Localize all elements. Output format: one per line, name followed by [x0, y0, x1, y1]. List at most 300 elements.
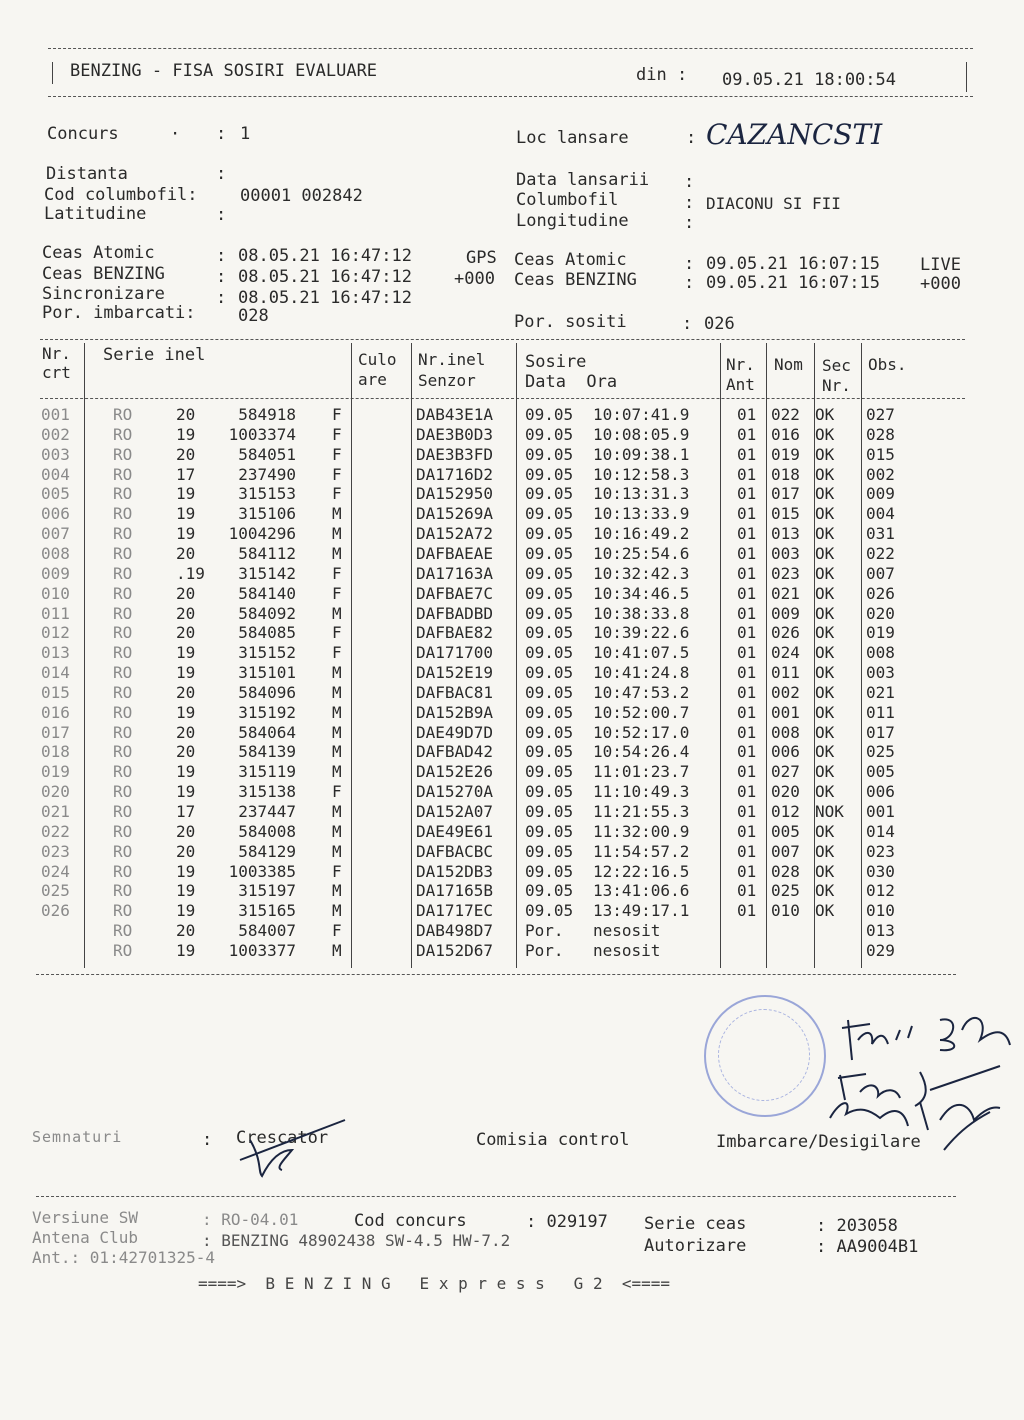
cell-ora: 13:41:06.6: [593, 881, 690, 901]
cell-senzor: DAFBADBD: [416, 603, 494, 623]
footer-rule: [36, 1196, 956, 1197]
cell-an: 20: [176, 583, 196, 603]
cell-senzor: DA1716D2: [416, 464, 494, 484]
cell-tara: RO: [113, 682, 133, 702]
cell-sec: OK: [815, 583, 835, 603]
cell-tara: RO: [113, 921, 133, 941]
cell-sex: F: [332, 583, 342, 603]
cell-sex: F: [332, 921, 342, 941]
cell-senzor: DA17165B: [416, 881, 494, 901]
right-ceas-benzing-value: 09.05.21 16:07:15: [706, 273, 880, 293]
cell-nom: 002: [771, 682, 800, 702]
cell-sec: OK: [815, 524, 835, 544]
cell-crt: 011: [41, 603, 70, 623]
cell-nr: 315119: [238, 762, 296, 782]
cell-an: 19: [176, 524, 196, 544]
cell-tara: RO: [113, 484, 133, 504]
cell-ant: 01: [737, 881, 757, 901]
header-are: are: [358, 370, 387, 389]
cell-sex: M: [332, 543, 342, 563]
cell-nom: 003: [771, 543, 800, 563]
cell-nr: 237490: [238, 464, 296, 484]
cell-crt: 008: [41, 543, 70, 563]
cell-ora: nesosit: [593, 940, 661, 960]
cell-ora: 10:08:05.9: [593, 424, 690, 444]
cell-nom: 020: [771, 782, 800, 802]
header-nr-inel: Nr.inel: [418, 350, 486, 369]
right-ceas-atomic-colon: :: [684, 254, 695, 274]
cell-crt: 009: [41, 563, 70, 583]
cell-sec: OK: [815, 563, 835, 583]
cell-data: 09.05: [525, 583, 574, 603]
imbarcati-value: 028: [238, 306, 269, 326]
concurs-label: Concurs: [47, 124, 119, 144]
cell-crt: 001: [41, 405, 70, 424]
cell-ant: 01: [737, 583, 757, 603]
cell-tara: RO: [113, 742, 133, 762]
ceas-atomic-value: 08.05.21 16:47:12: [238, 246, 412, 266]
cell-nr: 1004296: [228, 524, 296, 544]
cell-tara: RO: [113, 663, 133, 683]
cell-obs: 017: [866, 722, 895, 742]
cell-ora: 10:41:07.5: [593, 643, 690, 663]
right-ceas-atomic-value: 09.05.21 16:07:15: [706, 254, 880, 274]
cell-nr: 315101: [238, 663, 296, 683]
cell-ant: 01: [737, 841, 757, 861]
cod-concurs-value: : 029197: [526, 1212, 608, 1232]
distanta-label: Distanta: [46, 164, 128, 184]
cell-sec: OK: [815, 821, 835, 841]
cell-sec: OK: [815, 663, 835, 683]
cell-senzor: DA152E19: [416, 663, 494, 683]
cell-tara: RO: [113, 762, 133, 782]
cell-ora: nesosit: [593, 921, 661, 941]
cell-obs: 013: [866, 921, 895, 941]
brand-line: ====> B E N Z I N G E x p r e s s G 2 <====: [198, 1274, 671, 1293]
latitudine-colon: :: [216, 205, 227, 225]
cell-obs: 026: [866, 583, 895, 603]
cell-sec: OK: [815, 504, 835, 524]
cell-sex: M: [332, 802, 342, 821]
imbarcati-label: Por. imbarcati:: [42, 303, 196, 323]
cell-sec: OK: [815, 444, 835, 464]
cell-nr: 315138: [238, 782, 296, 802]
cod-concurs-label: Cod concurs: [354, 1211, 467, 1231]
cell-senzor: DAFBACBC: [416, 841, 494, 861]
cell-senzor: DAE49D7D: [416, 722, 494, 742]
cell-obs: 010: [866, 901, 895, 921]
cell-ant: 01: [737, 762, 757, 782]
cell-senzor: DA152A72: [416, 524, 494, 544]
cell-an: 19: [176, 702, 196, 722]
cell-nr: 584092: [238, 603, 296, 623]
cell-data: 09.05: [525, 643, 574, 663]
cell-an: 20: [176, 921, 196, 941]
cell-ant: 01: [737, 802, 757, 821]
cell-nom: 006: [771, 742, 800, 762]
cell-sec: OK: [815, 841, 835, 861]
cell-ora: 10:54:26.4: [593, 742, 690, 762]
columbofil-label: Columbofil: [516, 190, 619, 210]
cell-ant: 01: [737, 504, 757, 524]
cell-ora: 11:32:00.9: [593, 821, 690, 841]
cell-an: 20: [176, 444, 196, 464]
cell-sex: M: [332, 901, 342, 921]
cell-ant: 01: [737, 484, 757, 504]
cell-crt: 004: [41, 464, 70, 484]
cell-sec: OK: [815, 543, 835, 563]
cell-an: 19: [176, 484, 196, 504]
cell-crt: 024: [41, 861, 70, 881]
cell-an: 19: [176, 643, 196, 663]
cell-tara: RO: [113, 603, 133, 623]
cell-nom: 009: [771, 603, 800, 623]
cell-nr: 584112: [238, 543, 296, 563]
header-data-ora: Data Ora: [525, 372, 618, 392]
cell-an: 19: [176, 762, 196, 782]
autorizare-label: Autorizare: [644, 1236, 747, 1256]
cell-data: 09.05: [525, 563, 574, 583]
cell-data: 09.05: [525, 881, 574, 901]
cell-data: 09.05: [525, 405, 574, 424]
cell-nom: 015: [771, 504, 800, 524]
distanta-colon: :: [216, 164, 227, 184]
cell-tara: RO: [113, 841, 133, 861]
cell-tara: RO: [113, 643, 133, 663]
cell-senzor: DAFBAC81: [416, 682, 494, 702]
cell-sec: OK: [815, 722, 835, 742]
cell-ant: 01: [737, 901, 757, 921]
cell-obs: 022: [866, 543, 895, 563]
cell-nom: 008: [771, 722, 800, 742]
cell-sex: M: [332, 821, 342, 841]
cell-an: 19: [176, 504, 196, 524]
cell-senzor: DAE3B0D3: [416, 424, 494, 444]
cell-sec: OK: [815, 623, 835, 643]
cell-sex: F: [332, 444, 342, 464]
cell-nr: 1003377: [228, 940, 296, 960]
cell-data: Por.: [525, 940, 564, 960]
cell-ora: 10:32:42.3: [593, 563, 690, 583]
cell-sex: F: [332, 782, 342, 802]
cell-nr: 237447: [238, 802, 296, 821]
cell-crt: 025: [41, 881, 70, 901]
cod-columbofil-value: 00001 002842: [240, 186, 363, 206]
cell-senzor: DAFBAE82: [416, 623, 494, 643]
cell-crt: 002: [41, 424, 70, 444]
cell-senzor: DA152A07: [416, 802, 494, 821]
cell-ora: 10:34:46.5: [593, 583, 690, 603]
semnaturi-label: Semnaturi: [32, 1128, 123, 1146]
cell-sex: F: [332, 563, 342, 583]
cell-crt: 016: [41, 702, 70, 722]
cell-obs: 003: [866, 663, 895, 683]
cell-senzor: DA1717EC: [416, 901, 494, 921]
cell-obs: 008: [866, 643, 895, 663]
cell-ant: 01: [737, 424, 757, 444]
cell-senzor: DAE49E61: [416, 821, 494, 841]
cell-nom: 021: [771, 583, 800, 603]
cell-nom: 019: [771, 444, 800, 464]
cell-an: 20: [176, 841, 196, 861]
cell-data: 09.05: [525, 504, 574, 524]
cell-an: 19: [176, 782, 196, 802]
document-title: BENZING - FISA SOSIRI EVALUARE: [70, 61, 378, 81]
cell-nr: 315153: [238, 484, 296, 504]
cell-nom: 025: [771, 881, 800, 901]
cell-data: 09.05: [525, 623, 574, 643]
cell-ant: 01: [737, 643, 757, 663]
cell-nr: 584140: [238, 583, 296, 603]
cell-nr: 584139: [238, 742, 296, 762]
cell-nr: 584008: [238, 821, 296, 841]
cell-ora: 10:09:38.1: [593, 444, 690, 464]
cell-data: 09.05: [525, 444, 574, 464]
cell-sex: F: [332, 464, 342, 484]
sositi-label: Por. sositi: [514, 312, 627, 332]
cell-nom: 010: [771, 901, 800, 921]
cell-data: 09.05: [525, 841, 574, 861]
cell-an: 20: [176, 623, 196, 643]
signature-comisia: [830, 1018, 1010, 1150]
cell-sec: NOK: [815, 802, 844, 821]
cell-sec: OK: [815, 405, 835, 424]
right-ceas-atomic-label: Ceas Atomic: [514, 250, 627, 270]
header-culo: Culo: [358, 350, 397, 369]
cell-ant: 01: [737, 464, 757, 484]
cell-sex: M: [332, 682, 342, 702]
ceas-atomic-colon: :: [216, 246, 227, 266]
cell-nr: 315142: [238, 563, 296, 583]
header-sec-nr: Nr.: [822, 376, 851, 395]
antena-label: Antena Club: [32, 1228, 138, 1247]
cell-nom: 017: [771, 484, 800, 504]
cell-sec: OK: [815, 424, 835, 444]
cell-data: 09.05: [525, 663, 574, 683]
cell-nom: 011: [771, 663, 800, 683]
cell-data: 09.05: [525, 682, 574, 702]
cell-tara: RO: [113, 901, 133, 921]
header-senzor: Senzor: [418, 371, 476, 390]
right-benzing-offset: +000: [920, 274, 961, 294]
cell-obs: 029: [866, 940, 895, 960]
cell-nr: 315106: [238, 504, 296, 524]
sositi-colon: :: [682, 314, 693, 334]
cell-sec: OK: [815, 742, 835, 762]
cell-nr: 315152: [238, 643, 296, 663]
cell-sec: OK: [815, 861, 835, 881]
cell-senzor: DA17163A: [416, 563, 494, 583]
columbofil-value: DIACONU SI FII: [706, 194, 841, 213]
cell-obs: 005: [866, 762, 895, 782]
cell-crt: 021: [41, 802, 70, 821]
cell-tara: RO: [113, 504, 133, 524]
cell-ora: 11:21:55.3: [593, 802, 690, 821]
cell-nom: 027: [771, 762, 800, 782]
cell-sex: M: [332, 940, 342, 960]
cell-an: 19: [176, 861, 196, 881]
cell-sec: OK: [815, 484, 835, 504]
cell-data: 09.05: [525, 821, 574, 841]
cell-senzor: DAB43E1A: [416, 405, 494, 424]
cell-data: 09.05: [525, 484, 574, 504]
cell-tara: RO: [113, 444, 133, 464]
cell-sex: F: [332, 484, 342, 504]
cell-ant: 01: [737, 405, 757, 424]
cell-tara: RO: [113, 524, 133, 544]
sositi-value: 026: [704, 314, 735, 334]
cell-crt: 020: [41, 782, 70, 802]
versiune-value: : RO-04.01: [202, 1210, 299, 1229]
cell-an: 20: [176, 543, 196, 563]
cell-tara: RO: [113, 722, 133, 742]
cell-sex: M: [332, 603, 342, 623]
cell-obs: 027: [866, 405, 895, 424]
cell-tara: RO: [113, 881, 133, 901]
cell-data: Por.: [525, 921, 564, 941]
date-value: 09.05.21 18:00:54: [722, 70, 896, 90]
cell-ora: 10:52:17.0: [593, 722, 690, 742]
cell-senzor: DAFBAD42: [416, 742, 494, 762]
cell-ant: 01: [737, 861, 757, 881]
cell-tara: RO: [113, 623, 133, 643]
cell-tara: RO: [113, 464, 133, 484]
comisia-control-label: Comisia control: [476, 1130, 630, 1150]
cell-ant: 01: [737, 742, 757, 762]
cell-ora: 11:54:57.2: [593, 841, 690, 861]
cell-an: 20: [176, 722, 196, 742]
cell-sex: F: [332, 623, 342, 643]
cell-ora: 10:38:33.8: [593, 603, 690, 623]
cell-tara: RO: [113, 861, 133, 881]
header-obs: Obs.: [868, 355, 907, 374]
cell-an: 20: [176, 821, 196, 841]
cell-obs: 031: [866, 524, 895, 544]
header-nom: Nom: [774, 355, 803, 374]
cell-ora: 11:01:23.7: [593, 762, 690, 782]
serie-ceas-label: Serie ceas: [644, 1214, 747, 1234]
cell-obs: 020: [866, 603, 895, 623]
cell-nom: 022: [771, 405, 800, 424]
cell-senzor: DAE3B3FD: [416, 444, 494, 464]
cell-nr: 584051: [238, 444, 296, 464]
cell-obs: 019: [866, 623, 895, 643]
loc-lansare-handwritten: CAZANCSTI: [706, 118, 883, 151]
cell-senzor: DA152B9A: [416, 702, 494, 722]
cell-data: 09.05: [525, 901, 574, 921]
cell-ant: 01: [737, 524, 757, 544]
cell-an: 19: [176, 881, 196, 901]
header-sec: Sec: [822, 356, 851, 375]
right-ceas-benzing-label: Ceas BENZING: [514, 270, 637, 290]
cell-ora: 12:22:16.5: [593, 861, 690, 881]
cell-an: 20: [176, 603, 196, 623]
cell-sec: OK: [815, 762, 835, 782]
cell-sex: M: [332, 663, 342, 683]
ceas-benzing-colon: :: [216, 267, 227, 287]
header-serie-inel: Serie inel: [103, 345, 206, 365]
cell-tara: RO: [113, 702, 133, 722]
cell-sex: M: [332, 881, 342, 901]
ceas-benzing-label: Ceas BENZING: [42, 264, 165, 284]
imbarcare-desigilare-label: Imbarcare/Desigilare: [716, 1132, 921, 1152]
cell-sex: M: [332, 762, 342, 782]
cell-crt: 006: [41, 504, 70, 524]
cell-sex: M: [332, 841, 342, 861]
cell-tara: RO: [113, 563, 133, 583]
cell-nr: 315165: [238, 901, 296, 921]
cell-sec: OK: [815, 464, 835, 484]
cell-nom: 013: [771, 524, 800, 544]
cell-obs: 009: [866, 484, 895, 504]
cell-crt: 013: [41, 643, 70, 663]
cell-tara: RO: [113, 405, 133, 424]
cell-nom: 018: [771, 464, 800, 484]
cell-senzor: DAFBAE7C: [416, 583, 494, 603]
cell-nom: 026: [771, 623, 800, 643]
serie-ceas-value: : 203058: [816, 1216, 898, 1236]
cell-ora: 10:39:22.6: [593, 623, 690, 643]
cell-sex: F: [332, 405, 342, 424]
cell-data: 09.05: [525, 782, 574, 802]
cell-ora: 11:10:49.3: [593, 782, 690, 802]
ant-line: Ant.: 01:42701325-4: [32, 1248, 216, 1267]
cell-data: 09.05: [525, 702, 574, 722]
cell-obs: 004: [866, 504, 895, 524]
cell-an: 20: [176, 742, 196, 762]
right-ceas-benzing-colon: :: [684, 273, 695, 293]
cell-data: 09.05: [525, 464, 574, 484]
header-crt: crt: [42, 363, 71, 382]
cell-ant: 01: [737, 821, 757, 841]
cell-tara: RO: [113, 802, 133, 821]
cell-nr: 584096: [238, 682, 296, 702]
cell-data: 09.05: [525, 524, 574, 544]
antena-value: : BENZING 48902438 SW-4.5 HW-7.2: [202, 1231, 511, 1250]
cell-sex: M: [332, 722, 342, 742]
cell-tara: RO: [113, 424, 133, 444]
cell-ora: 10:13:31.3: [593, 484, 690, 504]
cell-crt: 005: [41, 484, 70, 504]
cell-nr: 1003385: [228, 861, 296, 881]
cell-ora: 10:07:41.9: [593, 405, 690, 424]
cell-nom: 024: [771, 643, 800, 663]
cell-crt: 010: [41, 583, 70, 603]
cell-obs: 014: [866, 821, 895, 841]
cell-ant: 01: [737, 603, 757, 623]
cell-nom: 012: [771, 802, 800, 821]
header-nr-ant-1: Nr.: [726, 355, 755, 374]
cell-ant: 01: [737, 682, 757, 702]
cell-senzor: DA15270A: [416, 782, 494, 802]
cell-ora: 13:49:17.1: [593, 901, 690, 921]
cell-obs: 002: [866, 464, 895, 484]
semnaturi-colon: :: [202, 1130, 213, 1150]
cell-senzor: DA152E26: [416, 762, 494, 782]
cell-an: 19: [176, 663, 196, 683]
cell-ora: 10:41:24.8: [593, 663, 690, 683]
loc-lansare-label: Loc lansare: [516, 128, 629, 148]
ceas-benzing-value: 08.05.21 16:47:12: [238, 267, 412, 287]
cell-an: 20: [176, 405, 196, 424]
cell-nr: 1003374: [228, 424, 296, 444]
cell-sec: OK: [815, 901, 835, 921]
cell-sec: OK: [815, 881, 835, 901]
longitudine-label: Longitudine: [516, 211, 629, 231]
cell-ant: 01: [737, 543, 757, 563]
data-lansarii-label: Data lansarii: [516, 170, 650, 190]
cell-an: 20: [176, 682, 196, 702]
